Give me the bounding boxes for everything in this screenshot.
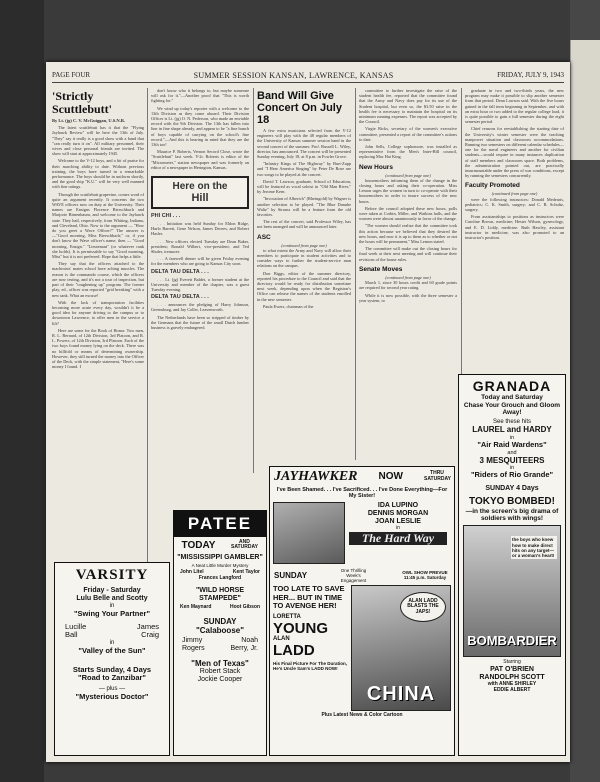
ad-line: SUNDAY 4 Days xyxy=(485,484,539,492)
ad-line: SUNDAY xyxy=(203,616,237,626)
left-background xyxy=(0,0,44,782)
ad-line: Starring xyxy=(503,659,521,666)
china-poster-image xyxy=(351,585,451,711)
china-billing xyxy=(273,585,351,711)
cast-name: Jockie Cooper xyxy=(197,676,243,684)
ad-line: OWL SHOW PREVUE 11:45 p.m. Saturday xyxy=(402,570,448,581)
cast-name: Ken Maynard xyxy=(180,603,212,610)
billing-block xyxy=(345,502,451,564)
cast-name: John Litel xyxy=(180,569,204,576)
paragraph: graduate in two and two-thirds years, the new program may make it possible to slip another semester from that period. Dean Lawson said. With the five hours gained in the fall term beginning in September, and with an extra hour or two added to the regular college load, it is quite possible to gain a full semester during the eight semester period. xyxy=(465,88,564,125)
film-title: CHINA xyxy=(366,683,436,706)
cast-name: Robert Stack xyxy=(199,668,241,676)
paragraph: David T. Lawson, graduate, School of Education, will be featured as vocal soloist in "Old Man River," by Jerome Kern. xyxy=(257,178,351,195)
paragraph: Through the scuttlebutt grapevine, comes word of quite an argument recently. It concerns the two WAVE officers now on duty at the University. Their names are Ensigns Florence Bierschbach and Marjorie Birnenbaum, and welcome to the Jayhawk state. They hail, respectively, from Whiting, Indiana, and Cleveland, Ohio. Now to the argument — "How do you greet a Wave Officer?" The answer is—"Good morning, Miss Bierschbach;" or, if you don't know the Wave officer's name, then — "Good morning, Ensign." "Lieutenant" (or whatever rank she holds). It is permissable to say "Good morning, Miss" but it is not preferred. Hope that helps a little. xyxy=(52,191,144,260)
ad-line: in xyxy=(109,640,115,647)
star-name: JOAN LESLIE xyxy=(375,517,421,525)
star-name: EDDIE ALBERT xyxy=(493,687,531,694)
continued-note: (continued from page one) xyxy=(385,274,431,280)
cast-name: Kent Taylor xyxy=(232,569,260,576)
paragraph: committee to further investigate the raise of the student health fee, reported that the committee found that the Army and Navy does pay for its use of the Student hospital, but even so, the $3.50 raise in the health fee is necessary to maintain the hospital on its minimum running expenses. The report was accepted by the Council. xyxy=(359,88,457,125)
column-3 xyxy=(257,88,351,460)
ad-line: — plus — xyxy=(98,685,126,692)
film-title: "Air Raid Wardens" xyxy=(477,439,547,449)
issue-date: FRIDAY, JULY 9, 1943 xyxy=(497,71,564,79)
cast-row xyxy=(174,645,266,653)
society-heading: DELTA TAU DELTA . . . xyxy=(151,294,209,301)
paragraph: A few extra musicians selected from the V-12 engineers will play with the 48 regular members of the University of Kansas summer session band in the second concert of the summer. Prof. Russell L. Wiley, director, has announced. The concert will be presented Sunday evening, July 18, at 8 p.m. in Fowler Grove. xyxy=(257,128,351,160)
paragraph: Virgie Ricks, secretary of the women's executive committee, presented a report of the committee's actions to date. xyxy=(359,126,457,142)
ad-line: A Neat Little Murder Mystery xyxy=(191,563,249,569)
cast-name: Rogers xyxy=(182,645,205,653)
paragraph: housemothers informing them of the change in the closing hours and asking their co-operation. Miss Lemon urges the women in turn to co-operate with their housemothers in order to insure success of the new hours. xyxy=(359,177,457,204)
cast-name: Hoot Gibson xyxy=(230,603,260,610)
paragraph: Before the council adopted these new hours, polls were taken at Corbin, Miller, and Watkins halls, and the women were almost unanimously in favor of the change. xyxy=(359,205,457,222)
ad-line: Today and Saturday xyxy=(481,394,543,402)
star-name: LAUREL and HARDY xyxy=(472,425,552,435)
film-title: "Riders of Rio Grande" xyxy=(470,470,554,480)
hard-way-panel xyxy=(273,502,451,564)
film-title: TOKYO BOMBED! xyxy=(469,496,555,507)
asc-headline: ASC xyxy=(257,233,271,241)
new-hours-headline: New Hours xyxy=(359,163,393,171)
paragraph: While it is now possible, with the three semester a year system, to xyxy=(359,292,457,303)
cast-name: Lucille xyxy=(65,621,87,631)
box-title-line-1: Here on the xyxy=(172,181,228,193)
paragraph: They say that the officers attached to the machinists' mates school have aching muscles. The reason is the commando course, which the officers are now testing, and it's not a tour of inspection, but part of their "toughening up" program. The former play, ed., officer was reported "grid breaking" with a new tank. What an excuse! xyxy=(52,261,144,298)
tagline: —in the screen's big drama of soldiers with wings! xyxy=(465,507,559,522)
column-1 xyxy=(52,88,144,558)
paragraph: Welcome to the V-12 boys, and a bit of praise for their marching ability to date. Without previous training, the boys have turned in a remarkable performance. The boys should be in uniform shortly, and the good ship "K.U." will be very well manned with fine ratings. xyxy=(52,158,144,190)
film-title: BOMBARDIER xyxy=(467,632,557,648)
ad-line: One Thrilling Week's Engagement xyxy=(340,567,367,584)
jayhawker-ad xyxy=(269,466,455,756)
paragraph: don't know who it belongs to, but maybe someone will ask for it."—Another proof that "This is worth fighting for." xyxy=(151,88,249,104)
star-name: PAT O'BRIEN xyxy=(490,666,534,674)
paragraph: March 1, since 30 hours credit and 60 grade points are required for second year rating. xyxy=(359,280,457,291)
ad-header xyxy=(270,467,454,487)
film-title: "Men of Texas" xyxy=(191,659,249,669)
masthead-line: SUMMER SESSION KANSAN, LAWRENCE, KANSAS xyxy=(193,70,394,80)
cast-name: Ball xyxy=(65,630,78,640)
paragraph: . . . A farewell dinner will be given Friday evening for the members who are going to Kansas City soon. xyxy=(151,256,249,267)
paragraph: The Netherlands have been so stripped of timber by the Germans that the future of the small Dutch lumber business is gravely endangered. xyxy=(151,314,249,331)
ad-line: AND SATURDAY xyxy=(230,538,258,551)
star-name: ALAN xyxy=(273,635,290,642)
column-2 xyxy=(151,88,249,548)
film-title: The Hard Way xyxy=(349,532,447,546)
poster-caption: the boys who knew how to make direct hits on any target—or a woman's heart! xyxy=(511,536,557,559)
cast-name: Craig xyxy=(141,630,159,640)
ad-line: NOW xyxy=(378,471,403,483)
cast-row xyxy=(174,603,266,611)
theater-name: JAYHAWKER xyxy=(274,469,358,484)
dates-row xyxy=(174,540,266,552)
bombardier-poster-image xyxy=(463,525,561,657)
paragraph: . . . Initiation was held Sunday for Eldon Ridge, Harlo Barrett, Gene Nelson, James Decees, and Robert Hasler. xyxy=(151,221,249,237)
senate-moves-headline: Senate Moves xyxy=(359,265,403,273)
ad-line: Plus Latest News & Color Cartoon xyxy=(321,712,403,719)
cast-name: Jimmy xyxy=(182,636,203,644)
granada-ad xyxy=(458,374,566,756)
paragraph: "Infantry Kings of The Highway" by Burt-Zapp and "I Hear America Singing" by Peter De Rose are two songs to be played at the concert. xyxy=(257,161,351,177)
paragraph: to what extent the Army and Navy will allow their members to participate in student activities and to consider ways to further the student-service man relations on the campus. xyxy=(257,247,351,269)
cast-row xyxy=(174,635,266,645)
film-title: "Road to Zanzibar" xyxy=(78,673,146,683)
patee-ad xyxy=(173,510,267,756)
page-header xyxy=(52,68,564,83)
cast-name: James xyxy=(136,621,159,631)
band-concert-headline: Band Will Give Concert On July 18 xyxy=(257,90,342,126)
society-heading: DELTA TAU DELTA . . . xyxy=(151,268,209,275)
column-rule xyxy=(253,88,254,473)
paragraph: . . . Lt. (jg) Everett Baldet, a former student at the University and member of the chapter, was a guest Tuesday evening. xyxy=(151,276,249,293)
paragraph: The latest scuttlebutt has it that the "Flying Jayhawk Review" will be here the 13th of July. "They" say it really is a good show with a band that "can really turn it on". All military personnel, their wives and close personal friends are invited. The show will start at approximately 1945. xyxy=(52,125,144,157)
ad-line: in xyxy=(509,465,515,472)
film-title: "WILD HORSE STAMPEDE" xyxy=(195,586,245,602)
cast-name: Berry, Jr. xyxy=(230,645,258,653)
film-title: "Mysterious Doctor" xyxy=(75,691,149,701)
column-rule xyxy=(461,88,462,388)
paragraph: Don Biggs, editor of the summer directory, reported his procedure to the Council and said that the directory would be ready for distribution sometime next week, depending upon when the Registrar's Office can release the names of the students enrolled in the new semester. xyxy=(257,270,351,302)
paragraph: Maurice P. Roberts, Vernon Secord Close, wrote the "Scuttlebutt" last week. Y-2c Roberts is editor of the "Micrometer," station newspaper and was formerly an editor of a newspaper in Herington, Kansas. xyxy=(151,149,249,170)
varsity-ad xyxy=(54,562,170,756)
paragraph: . . . announces the pledging of Harry Johnson, Greensburg, and Jay Coller, Leavenworth. xyxy=(151,302,249,313)
film-title: "Calaboose" xyxy=(195,625,245,635)
paragraph: John Sells, College sophomore, was installed as representative from the Men's Inter-Hill council, replacing Mac Hai King. xyxy=(359,144,457,160)
ad-line: His Final Picture For The Duration, He's Uncle Sam's LADD NOW! xyxy=(273,660,348,671)
cast-row xyxy=(55,631,169,640)
star-name: DENNIS MORGAN xyxy=(367,509,429,517)
film-title: "Swing Your Partner" xyxy=(73,609,150,619)
china-panel xyxy=(273,585,451,711)
ad-line: in xyxy=(509,434,515,441)
ad-line: Starts Sunday, 4 Days xyxy=(72,664,152,674)
star-name: YOUNG xyxy=(273,619,329,637)
paragraph: "The women should realize that the committee took this action because we believed that they desired the new hours, and now it is up to them as to whether or not the hours will be permanent," Miss Lemon stated. xyxy=(359,223,457,245)
movie-still-image xyxy=(273,502,345,564)
paragraph: Chief reasons for reestablishing the starting date of the University's winter semester were the teaching manpower situation and classroom accommodations. Running two semesters on different calendar schedules—one for the naval engineers and another for civilian students—would require in many instances duplication of staff members and classroom space. Both problems, the administration pointed out, are practically insurmountable under the press of war conditions, except by running the semesters concurrently. xyxy=(465,126,564,179)
paragraph: Here are some for the Book of Honor. Two men, R. L. Bernard, of 12th Division, 3rd Platoon, and R. L. Powers, of 12th Division, 3rd Platoon. Each of the two boys found money lying on the deck. There was no billfold or means of determining ownership. However, they still turned the money into the Officer of the Deck, with the simple statement, "Here's some money I found. I xyxy=(52,327,144,370)
star-name: LADD xyxy=(273,641,315,659)
cast-name: Frances Langford xyxy=(198,575,242,582)
star-name: 3 MESQUITEERS xyxy=(479,455,545,465)
scuttlebutt-headline: 'Strictly Scuttlebutt' xyxy=(52,89,112,116)
star-name: IDA LUPINO xyxy=(377,501,419,509)
column-4 xyxy=(359,88,457,460)
theater-name: GRANADA xyxy=(472,378,552,394)
paragraph: With the lack of transportation facilities becoming more acute every day, wouldn't it be a good idea for anyone driving to the campus or to downtown Lawrence, to offer men in the service a lift? xyxy=(52,299,144,326)
column-5 xyxy=(465,88,564,384)
theater-name: VARSITY xyxy=(75,567,149,583)
paragraph: The committee will make out the closing hours for final week at their next meeting and will continue their revisions of the house rules. xyxy=(359,246,457,262)
ad-line: Lulu Belle and Scotty xyxy=(76,595,148,603)
ad-line: THRU SATURDAY xyxy=(423,470,451,483)
byline: By Lt. (jg) C. V. McGuiggan, U.S.N.R. xyxy=(52,118,126,123)
paragraph: . . . New officers elected Tuesday are Dean Baker, president; Ronald Wilbert, vice-president; and Ted Shuler, treasurer. xyxy=(151,238,249,255)
column-rule xyxy=(355,88,356,460)
star-name: LORETTA xyxy=(273,613,301,620)
ad-line: See these hits xyxy=(492,418,532,425)
column-rule xyxy=(147,88,148,563)
continued-note: (continued from page one) xyxy=(385,172,431,178)
continued-note: (continued from page one) xyxy=(281,242,327,248)
ad-line: SUNDAY xyxy=(274,570,308,580)
ad-line: in xyxy=(109,603,115,610)
newspaper-page xyxy=(46,62,570,762)
ad-line: Friday - Saturday xyxy=(83,587,141,595)
star-name: RANDOLPH SCOTT xyxy=(479,674,545,682)
paragraph: were the following instructors: Donald Medearis, pediatrics; C. K. Smith, surgery; and C. B. Schultz, surgery. xyxy=(465,196,564,213)
film-title: "MISSISSIPPI GAMBLER" xyxy=(177,554,263,562)
speech-bubble: ALAN LADD BLASTS THE JAPS! xyxy=(400,592,446,622)
faculty-promoted-headline: Faculty Promoted xyxy=(465,182,520,190)
binder-clip xyxy=(570,40,600,160)
ad-line: in xyxy=(396,524,400,531)
continued-note: (continued from page one) xyxy=(491,191,538,197)
box-title-line-2: Hill xyxy=(191,192,209,205)
page-number: PAGE FOUR xyxy=(52,71,91,79)
theater-name: PATEE xyxy=(174,511,266,537)
society-heading: PHI CHI . . . xyxy=(151,213,181,220)
paragraph: Paula Ewers, chairman of the xyxy=(263,303,314,309)
tagline: TOO LATE TO SAVE HER... BUT IN TIME TO AVENGE HER! xyxy=(273,584,345,611)
paragraph: We wind up today's reporter with a welcome to the 13th Division as they come aboard. Their Division Officer is Lt. (jg) O. N. Pederson, who made an enviable record with the 9th Division. The 13th has fallen into line in fine shape already, and appear to be "a fine bunch of boys capable of carrying on the school's fine record."—And this is bearing in mind that they are the 13th too! xyxy=(151,105,249,148)
tagline: I've Been Shamed. . . I've Sacrificed. . . I've Done Everything—For My Sister! xyxy=(276,487,448,500)
star-name: with ANNE SHIRLEY xyxy=(487,681,537,688)
paragraph: From assistantships to positions as instructors were Caroline Brown, medicine; Hester Wilson, gynecology, and E. D. Liddy, medicine. Ruth Hawley, assistant instructor in medicine, was also promoted to an instructor's position. xyxy=(465,214,564,241)
paragraph: The rest of the concert, said Professor Wiley, has not been arranged and will be announced later. xyxy=(257,219,351,230)
ad-line: Chase Your Grouch and Gloom Away! xyxy=(463,401,561,417)
paragraph: "Invocation of Alberich" (Rheingold) by Wagner is another selection to be played. "The Blue Danube Waltz" by Strauss will be a feature from the old favorites. xyxy=(257,196,351,218)
ad-line: and xyxy=(507,449,517,456)
sunday-row xyxy=(270,566,454,586)
cast-name: Noah xyxy=(241,636,258,644)
film-title: "Valley of the Sun" xyxy=(78,646,146,655)
here-on-the-hill-box xyxy=(151,176,249,209)
ad-line: TODAY xyxy=(181,539,216,551)
